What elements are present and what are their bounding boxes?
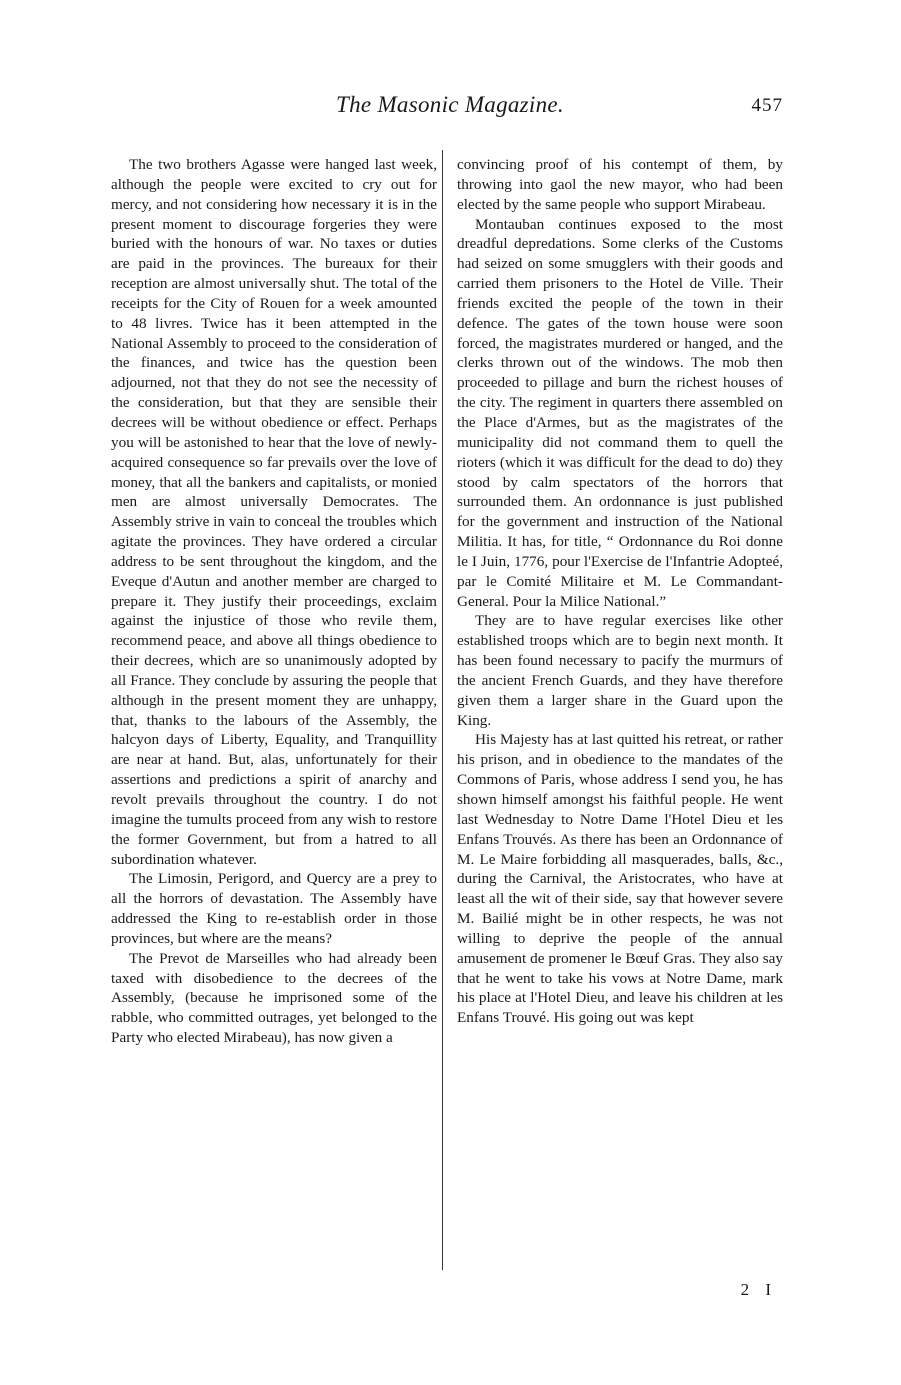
right-column <box>457 155 783 1028</box>
paragraph: They are to have regular exercises like other established troops which are to begin next month. It has been found necessary to pacify the murmurs of the ancient French Guards, and they have therefore given them a larger share in the Guard upon the King. <box>457 612 783 729</box>
paragraph: The Limosin, Perigord, and Quercy are a prey to all the horrors of devastation. The Assembly have addressed the King to re-establish order in those provinces, but where are the means? <box>111 870 437 947</box>
left-column <box>111 155 437 1048</box>
signature-mark: 2 I <box>740 1280 777 1299</box>
column-divider <box>442 150 443 1270</box>
paragraph: The Prevot de Marseilles who had already been taxed with disobedience to the decrees of the Assembly, (because he imprisoned some of the rabble, who committed outrages, yet belonged to the Party who elected Mirabeau), has now given a <box>111 949 437 1047</box>
paragraph: Montauban continues exposed to the most dreadful depredations. Some clerks of the Customs had seized on some smugglers with their goods and carried them prisoners to the Hotel de Ville. Their friends excited the people of the town in their defence. The gates of the town house were soon forced, the magistrates murdered or hanged, and the clerks thrown out of the windows. The mob then proceeded to pillage and burn the richest houses of the city. The regiment in quarters there assembled on the Place d'Armes, but as the magistrates of the municipality did not command them to quell the rioters (which it was difficult for the dead to do) they stood by calm spectators of the horrors that surrounded them. An ordonnance is just published for the government and instruction of the National Militia. It has, for title, “ Ordonnance du Roi donne le I Juin, 1776, pour l'Exercise de l'Infantrie Adopteé, par le Comité Militaire et M. Le Commandant-General. Pour la Milice National.” <box>457 215 783 610</box>
paragraph: convincing proof of his contempt of them, by throwing into gaol the new mayor, who had been elected by the same people who support Mirabeau. <box>457 156 783 213</box>
journal-title: The Masonic Magazine. <box>336 92 564 117</box>
paragraph: His Majesty has at last quitted his retreat, or rather his prison, and in obedience to the mandates of the Commons of Paris, whose address I send you, he has shown himself amongst his faithful people. He went last Wednesday to Notre Dame l'Hotel Dieu et les Enfans Trouvés. As there has been an Ordonnance of M. Le Maire forbidding all masquerades, balls, &c., during the Carnival, the Aristocrates, who have at least all the wit of their side, say that however severe M. Bailié might be in other respects, he was not willing to deprive the people of the annual amusement de promener le Bœuf Gras. They also say that he went to take his vows at Notre Dame, mark his place at l'Hotel Dieu, and leave his children at les Enfans Trouvé. His going out was kept <box>457 731 783 1027</box>
running-head <box>0 92 901 122</box>
paragraph: The two brothers Agasse were hanged last week, although the people were excited to cry out for mercy, and not considering how necessary it is in the present moment to discourage forgeries they were buried with the honours of war. No taxes or duties are paid in the provinces. The bureaux for their reception are almost universally shut. The total of the receipts for the City of Rouen for a week amounted to 48 livres. Twice has it been attempted in the National Assembly to proceed to the consideration of the finances, and twice has the question been adjourned, not that they do not see the necessity of the consideration, but that they are sensible their decrees will be without obedience or effect. Perhaps you will be astonished to hear that the love of newly-acquired consequence so far prevails over the love of money, that all the bankers and capitalists, or monied men are almost universally Democrates. The Assembly strive in vain to conceal the troubles which agitate the provinces. They have ordered a circular address to be sent throughout the kingdom, and the Eveque d'Autun and another member are charged to prepare it. They justify their proceedings, exclaim against the injustice of those who revile them, recommend peace, and above all things obedience to their decrees, which are so unanimously adopted by all France. They conclude by assuring the people that although in the present moment they are unhappy, that, thanks to the labours of the Assembly, the halcyon days of Liberty, Equality, and Tranquillity are near at hand. But, alas, unfortunately for their assertions and predictions a spirit of anarchy and revolt prevails throughout the country. I do not imagine the tumults proceed from any wish to restore the former Government, but from a hatred to all subordination whatever. <box>111 156 437 868</box>
page-number: 457 <box>751 95 783 116</box>
